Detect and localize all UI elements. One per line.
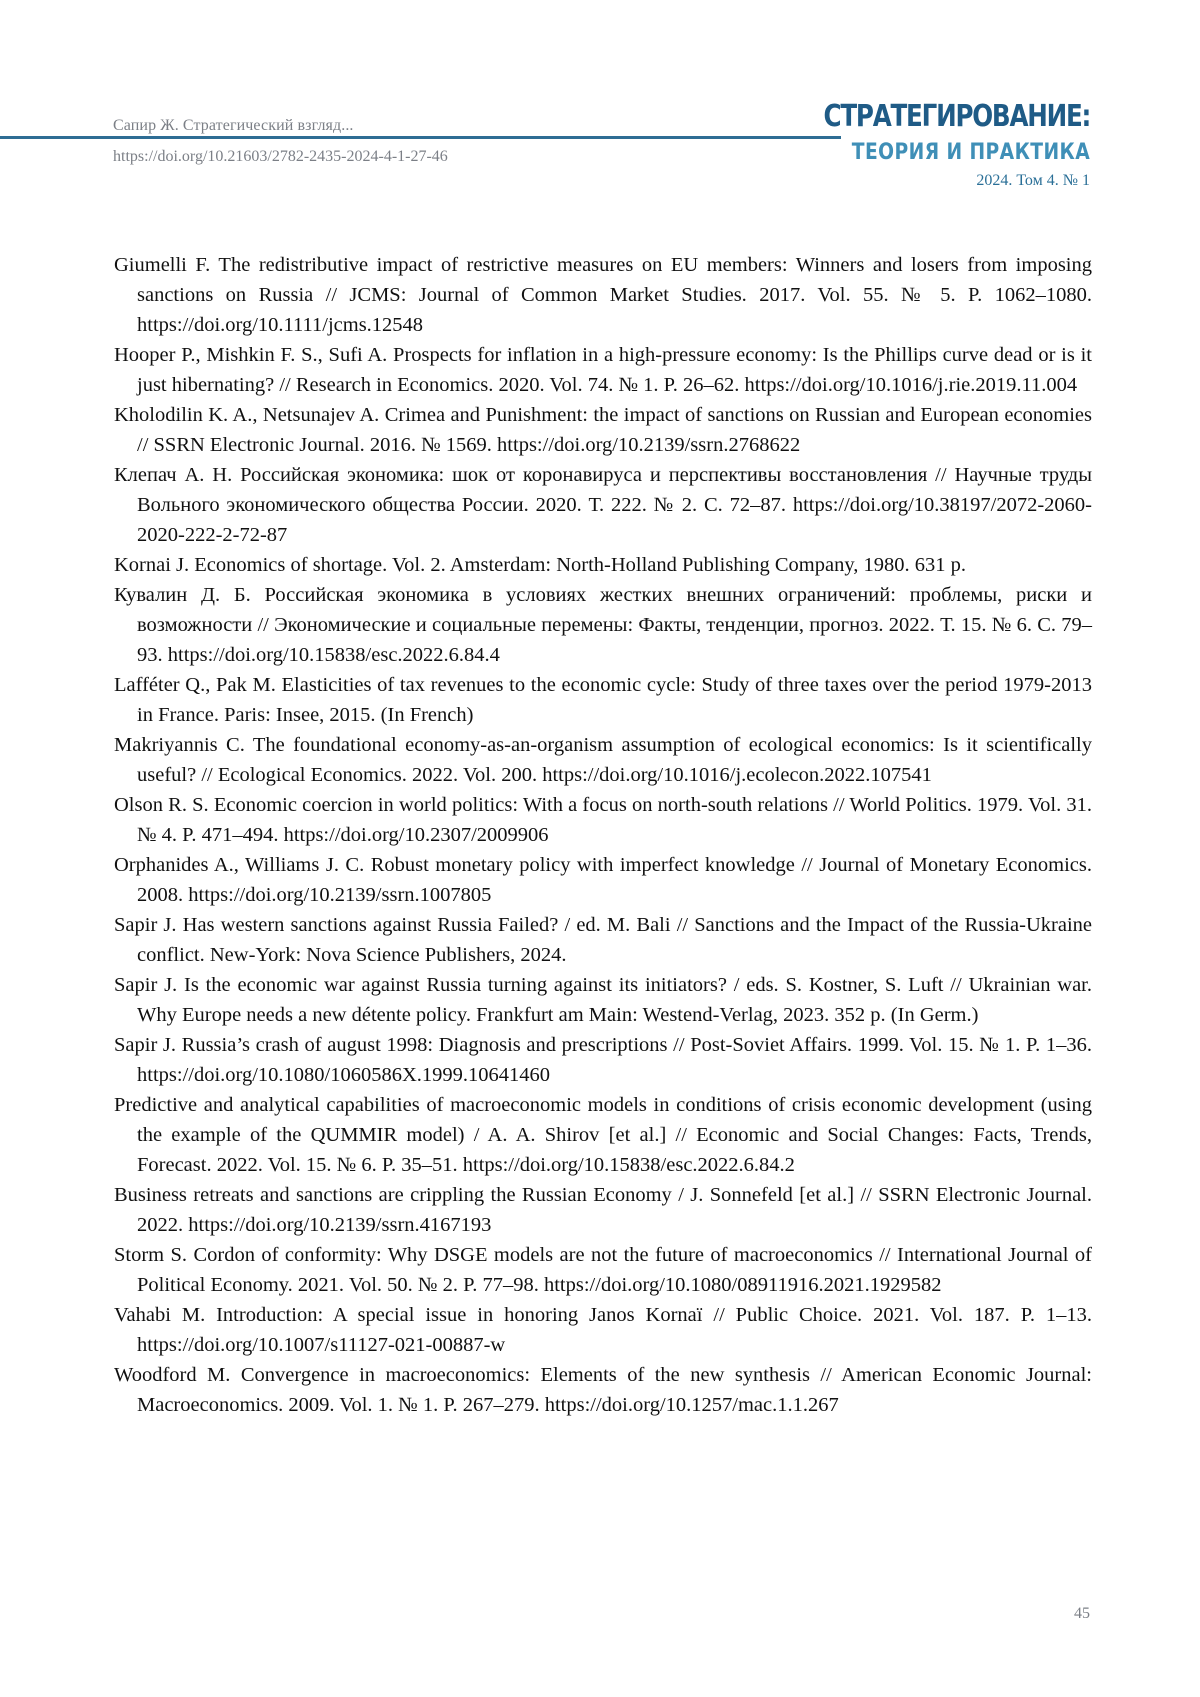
reference-item: Vahabi M. Introduction: A special issue in honoring Janos Kornaï // Public Choice. 2021. Vol. 187. P. 1–13. https://doi.org/10.1007/s11127-021-00887-w <box>114 1300 1092 1360</box>
reference-item: Predictive and analytical capabilities of macroeconomic models in conditions of crisis economic development (using the example of the QUMMIR model) / A. A. Shirov [et al.] // Economic and Social Changes: Facts, Trends, Forecast. 2022. Vol. 15. № 6. P. 35–51. https://doi.org/10.15838/esc.2022.6.84.2 <box>114 1090 1092 1180</box>
reference-item: Woodford M. Convergence in macroeconomics: Elements of the new synthesis // American Economic Journal: Macroeconomics. 2009. Vol. 1. № 1. P. 267–279. https://doi.org/10.1257/mac.1.1.267 <box>114 1360 1092 1420</box>
reference-item: Клепач А. Н. Российская экономика: шок от коронавируса и перспективы восстановления // Научные труды Вольного экономического общества России. 2020. Т. 222. № 2. С. 72–87. https://doi.org/10.38197/2072-2060-2020-222-2-72-87 <box>114 460 1092 550</box>
reference-item: Orphanides A., Williams J. C. Robust monetary policy with imperfect knowledge // Journal of Monetary Economics. 2008. https://doi.org/10.2139/ssrn.1007805 <box>114 850 1092 910</box>
reference-item: Kholodilin K. A., Netsunajev A. Crimea and Punishment: the impact of sanctions on Russian and European economies // SSRN Electronic Journal. 2016. № 1569. https://doi.org/10.2139/ssrn.2768622 <box>114 400 1092 460</box>
journal-issue: 2024. Том 4. № 1 <box>765 170 1090 192</box>
journal-masthead <box>765 100 1090 192</box>
reference-item: Olson R. S. Economic coercion in world politics: With a focus on north-south relations // World Politics. 1979. Vol. 31. № 4. P. 471–494. https://doi.org/10.2307/2009906 <box>114 790 1092 850</box>
reference-item: Sapir J. Has western sanctions against Russia Failed? / ed. M. Bali // Sanctions and the Impact of the Russia-Ukraine conflict. New-York: Nova Science Publishers, 2024. <box>114 910 1092 970</box>
reference-item: Storm S. Cordon of conformity: Why DSGE models are not the future of macroeconomics // International Journal of Political Economy. 2021. Vol. 50. № 2. P. 77–98. https://doi.org/10.1080/08911916.2021.1929582 <box>114 1240 1092 1300</box>
journal-title: СТРАТЕГИРОВАНИЕ: <box>823 100 1090 134</box>
reference-item: Lafféter Q., Pak M. Elasticities of tax revenues to the economic cycle: Study of three taxes over the period 1979-2013 in France. Paris: Insee, 2015. (In French) <box>114 670 1092 730</box>
running-header <box>113 116 354 136</box>
reference-item: Giumelli F. The redistributive impact of restrictive measures on EU members: Winners and losers from imposing sanctions on Russia // JCMS: Journal of Common Market Studies. 2017. Vol. 55. № 5. P. 1062–1080. https://doi.org/10.1111/jcms.12548 <box>114 250 1092 340</box>
reference-item: Кувалин Д. Б. Российская экономика в условиях жестких внешних ограничений: проблемы, риски и возможности // Экономические и социальные перемены: Факты, тенденции, прогноз. 2022. Т. 15. № 6. С. 79–93. https://doi.org/10.15838/esc.2022.6.84.4 <box>114 580 1092 670</box>
reference-item: Sapir J. Russia’s crash of august 1998: Diagnosis and prescriptions // Post-Soviet Affairs. 1999. Vol. 15. № 1. P. 1–36. https://doi.org/10.1080/1060586X.1999.10641460 <box>114 1030 1092 1090</box>
page <box>0 0 1200 1697</box>
reference-item: Makriyannis C. The foundational economy-as-an-organism assumption of ecological economics: Is it scientifically useful? // Ecological Economics. 2022. Vol. 200. https://doi.org/10.1016/j.ecolecon.2022.107541 <box>114 730 1092 790</box>
reference-item: Business retreats and sanctions are crippling the Russian Economy / J. Sonnefeld [et al.] // SSRN Electronic Journal. 2022. https://doi.org/10.2139/ssrn.4167193 <box>114 1180 1092 1240</box>
reference-list <box>114 250 1092 1420</box>
reference-item: Hooper P., Mishkin F. S., Sufi A. Prospects for inflation in a high-pressure economy: Is the Phillips curve dead or is it just hibernating? // Research in Economics. 2020. Vol. 74. № 1. P. 26–62. https://doi.org/10.1016/j.rie.2019.11.004 <box>114 340 1092 400</box>
article-doi[interactable]: https://doi.org/10.21603/2782-2435-2024-4-1-27-46 <box>113 148 448 166</box>
reference-item: Kornai J. Economics of shortage. Vol. 2. Amsterdam: North-Holland Publishing Company, 1980. 631 p. <box>114 550 1092 580</box>
page-number: 45 <box>1074 1605 1090 1623</box>
journal-subtitle: ТЕОРИЯ И ПРАКТИКА <box>814 138 1090 168</box>
reference-item: Sapir J. Is the economic war against Russia turning against its initiators? / eds. S. Kostner, S. Luft // Ukrainian war. Why Europe needs a new détente policy. Frankfurt am Main: Westend-Verlag, 2023. 352 p. (In Germ.) <box>114 970 1092 1030</box>
header-divider <box>0 136 841 139</box>
running-title: Сапир Ж. Стратегический взгляд... <box>113 116 354 136</box>
